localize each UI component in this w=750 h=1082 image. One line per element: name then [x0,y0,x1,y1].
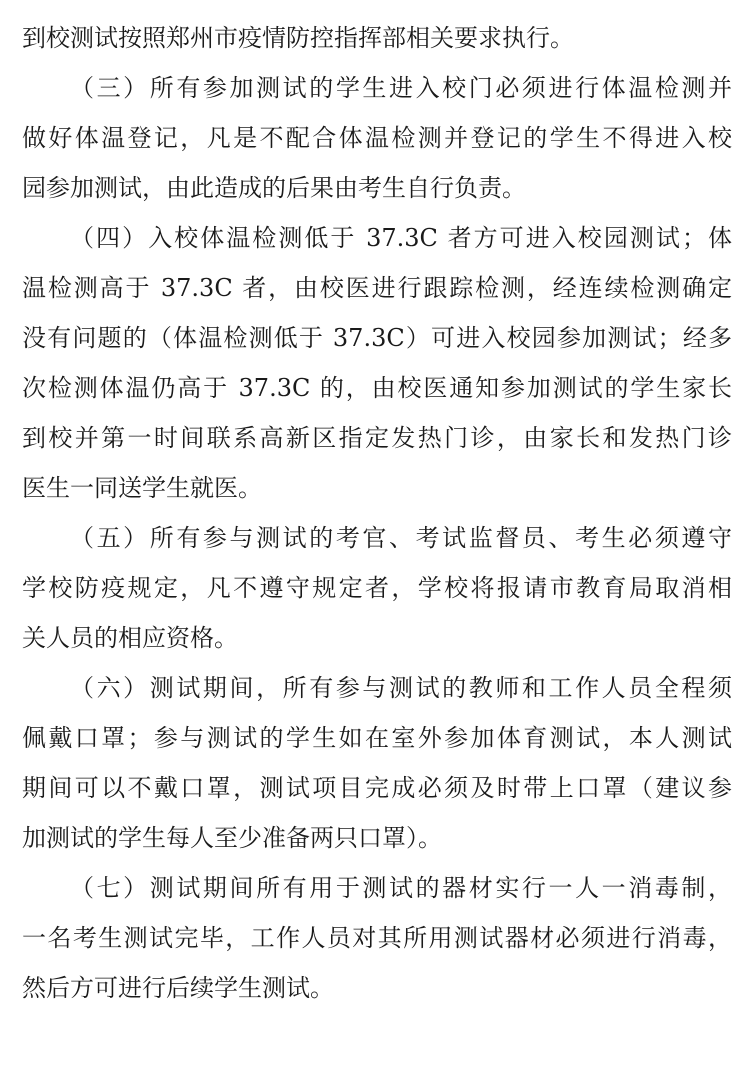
paragraph-line: （四）入校体温检测低于 37.3C 者方可进入校园测试；体 [70,224,732,252]
paragraph-line: 温检测高于 37.3C 者，由校医进行跟踪检测，经连续检测确定 [22,274,732,302]
paragraph-line: 佩戴口罩；参与测试的学生如在室外参加体育测试，本人测试 [22,724,732,752]
paragraph-line: 没有问题的（体温检测低于 37.3C）可进入校园参加测试；经多 [22,324,732,352]
paragraph-line: 园参加测试，由此造成的后果由考生自行负责。 [22,174,526,202]
paragraph-line: 加测试的学生每人至少准备两只口罩）。 [22,824,442,852]
paragraph-line: （六）测试期间，所有参与测试的教师和工作人员全程须 [70,674,732,702]
paragraph-line: 到校测试按照郑州市疫情防控指挥部相关要求执行。 [22,24,574,52]
paragraph-line: 次检测体温仍高于 37.3C 的，由校医通知参加测试的学生家长 [22,374,732,402]
paragraph-line: 然后方可进行后续学生测试。 [22,974,334,1002]
paragraph-line: 关人员的相应资格。 [22,624,238,652]
paragraph-line: 医生一同送学生就医。 [22,474,262,502]
paragraph-line: （七）测试期间所有用于测试的器材实行一人一消毒制， [70,874,732,902]
paragraph-line: 做好体温登记，凡是不配合体温检测并登记的学生不得进入校 [22,124,732,152]
paragraph-line: 一名考生测试完毕，工作人员对其所用测试器材必须进行消毒， [22,924,732,952]
paragraph-line: （五）所有参与测试的考官、考试监督员、考生必须遵守 [70,524,732,552]
paragraph-line: 到校并第一时间联系高新区指定发热门诊，由家长和发热门诊 [22,424,732,452]
paragraph-line: 学校防疫规定，凡不遵守规定者，学校将报请市教育局取消相 [22,574,732,602]
paragraph-line: （三）所有参加测试的学生进入校门必须进行体温检测并 [70,74,732,102]
paragraph-line: 期间可以不戴口罩，测试项目完成必须及时带上口罩（建议参 [22,774,732,802]
